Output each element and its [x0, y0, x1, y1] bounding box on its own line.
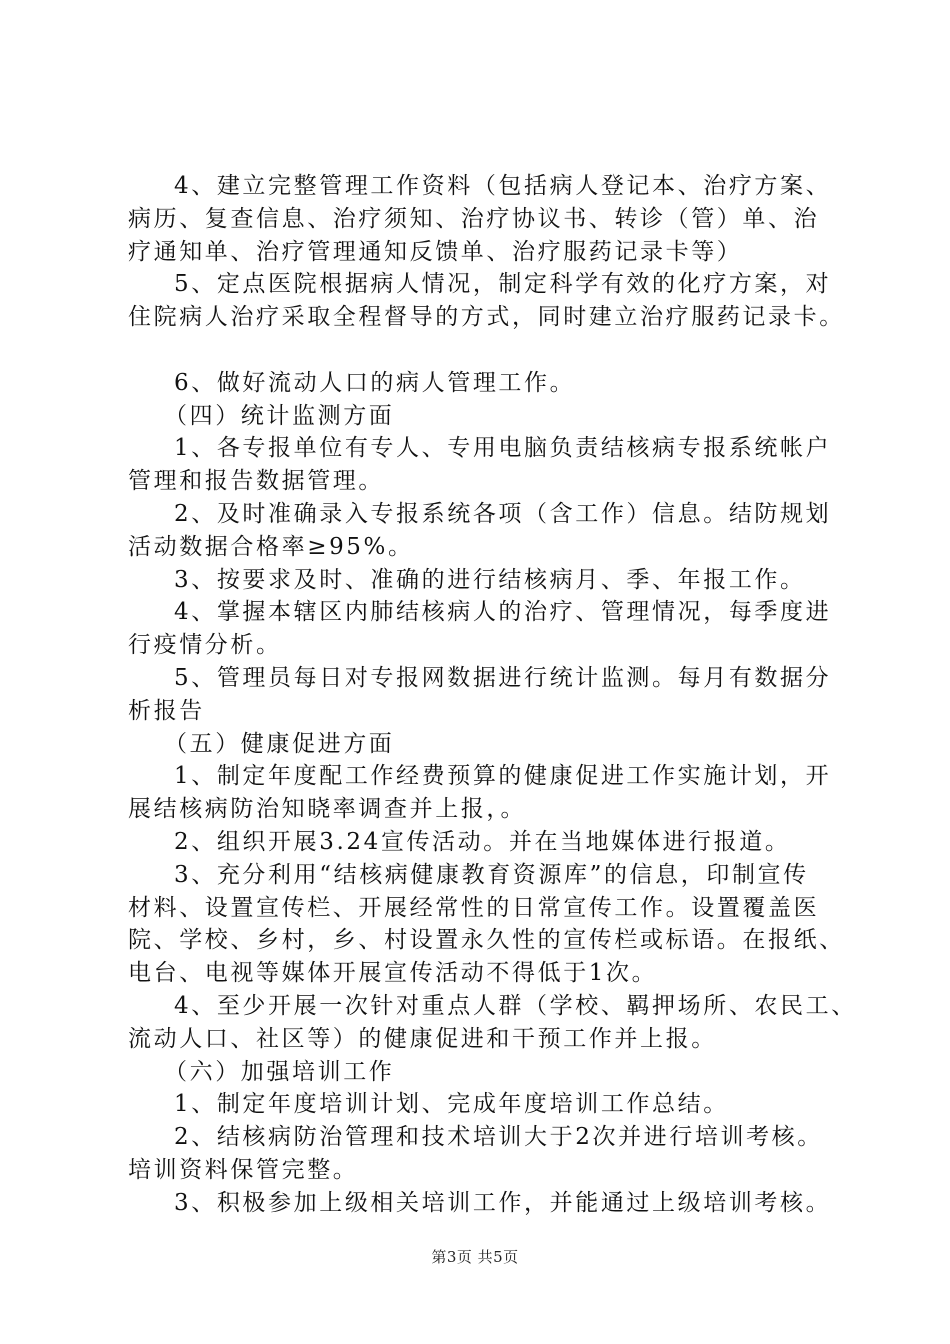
page-footer: 第3页 共5页 [431, 1248, 519, 1266]
paragraph-line: 疗通知单、治疗管理通知反馈单、治疗服药记录卡等） [128, 238, 743, 265]
paragraph-line: 2、结核病防治管理和技术培训大于2次并进行培训考核。 [174, 1124, 823, 1151]
section-heading: （四）统计监测方面 [164, 402, 395, 429]
paragraph-line: 行疫情分析。 [128, 632, 282, 659]
paragraph-line: 5、管理员每日对专报网数据进行统计监测。每月有数据分 [174, 664, 832, 691]
paragraph-line: 流动人口、社区等）的健康促进和干预工作并上报。 [128, 1025, 717, 1052]
paragraph-line: 活动数据合格率≥95%。 [128, 533, 414, 560]
paragraph-line: 析报告 [128, 697, 205, 724]
paragraph-line: 2、及时准确录入专报系统各项（含工作）信息。结防规划 [174, 500, 832, 527]
paragraph-line: 3、积极参加上级相关培训工作，并能通过上级培训考核。 [174, 1189, 832, 1216]
paragraph-line: 材料、设置宣传栏、开展经常性的日常宣传工作。设置覆盖医 [128, 894, 820, 921]
section-heading: （六）加强培训工作 [164, 1058, 395, 1085]
paragraph-line: 电台、电视等媒体开展宣传活动不得低于1次。 [128, 960, 658, 987]
paragraph-line: 4、至少开展一次针对重点人群（学校、羁押场所、农民工、 [174, 992, 857, 1019]
paragraph-line: 6、做好流动人口的病人管理工作。 [174, 369, 576, 396]
paragraph-line: 1、各专报单位有专人、专用电脑负责结核病专报系统帐户 [174, 435, 832, 462]
paragraph-line: 管理和报告数据管理。 [128, 468, 384, 495]
paragraph-line: 1、制定年度配工作经费预算的健康促进工作实施计划，开 [174, 763, 832, 790]
paragraph-line: 4、掌握本辖区内肺结核病人的治疗、管理情况，每季度进 [174, 599, 832, 626]
paragraph-line: 培训资料保管完整。 [128, 1156, 359, 1183]
paragraph-line: 5、定点医院根据病人情况，制定科学有效的化疗方案，对 [174, 271, 832, 298]
blank-line [128, 334, 832, 367]
paragraph-line: 展结核病防治知晓率调查并上报，。 [128, 796, 527, 823]
paragraph-line: 病历、复查信息、治疗须知、治疗协议书、转诊（管）单、治 [128, 205, 820, 232]
document-body [128, 170, 857, 1220]
paragraph-line: 3、充分利用“结核病健康教育资源库”的信息，印制宣传 [174, 861, 809, 888]
paragraph-line: 2、组织开展3.24宣传活动。并在当地媒体进行报道。 [174, 828, 791, 855]
section-heading: （五）健康促进方面 [164, 730, 395, 757]
paragraph-line: 3、按要求及时、准确的进行结核病月、季、年报工作。 [174, 566, 806, 593]
paragraph-line: 1、制定年度培训计划、完成年度培训工作总结。 [174, 1091, 729, 1118]
paragraph-line: 院、学校、乡村，乡、村设置永久性的宣传栏或标语。在报纸、 [128, 927, 845, 954]
paragraph-line: 住院病人治疗采取全程督导的方式，同时建立治疗服药记录卡。 [128, 304, 845, 331]
paragraph-line: 4、建立完整管理工作资料（包括病人登记本、治疗方案、 [174, 173, 832, 199]
